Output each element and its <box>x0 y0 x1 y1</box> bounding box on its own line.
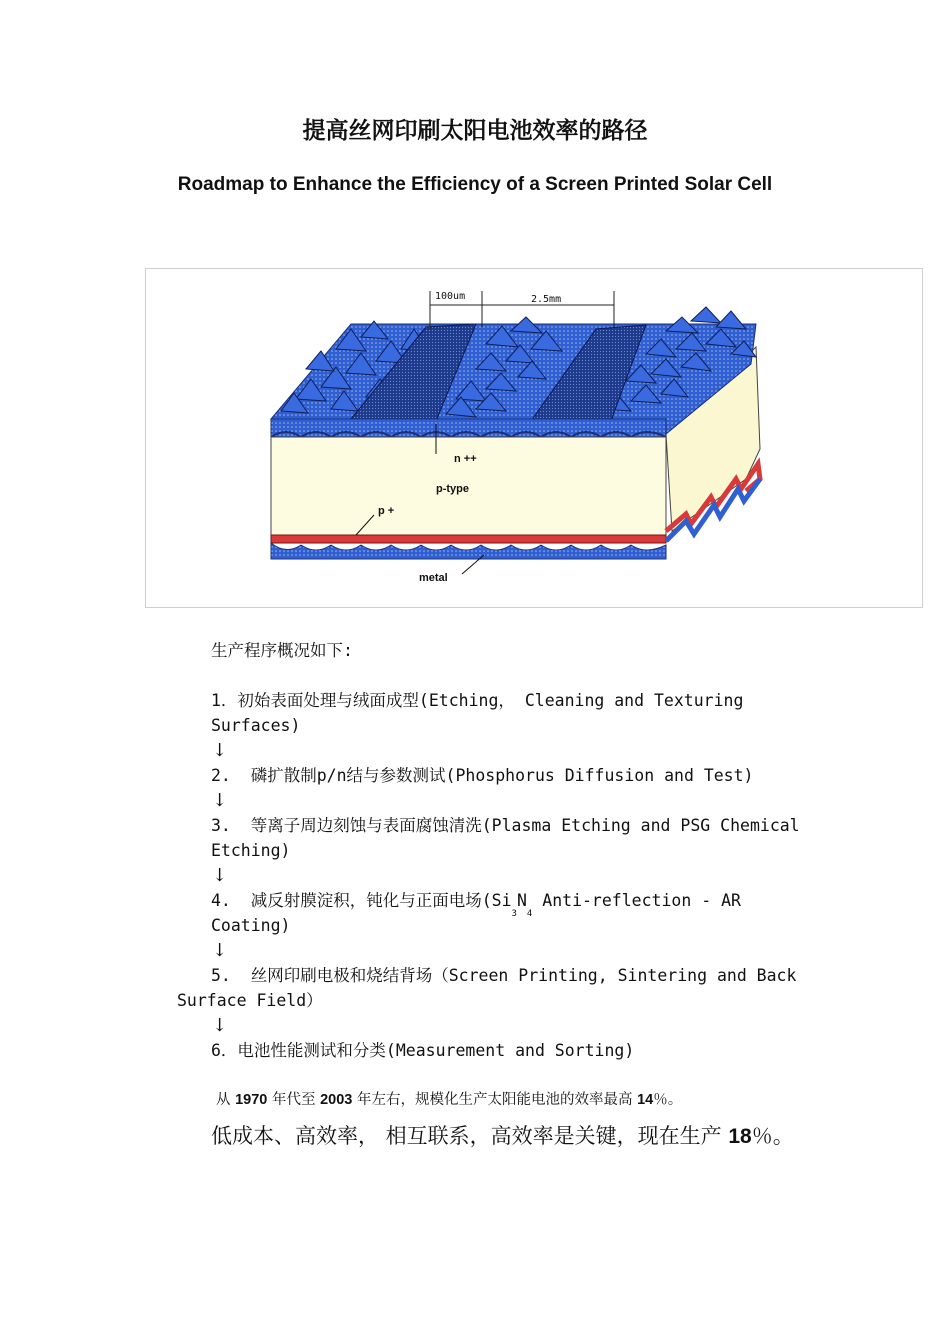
step-3-line2: Etching) <box>211 841 291 860</box>
step-5-line1: 5. 丝网印刷电极和烧结背场（Screen Printing, Sintering and Back <box>211 966 797 985</box>
label-metal: metal <box>419 572 448 584</box>
arrow-down-icon: ↓ <box>212 740 228 761</box>
dim-finger-label: 100um <box>435 291 466 302</box>
step-5-line2: Surface Field） <box>177 991 323 1010</box>
label-n-plus: n ++ <box>454 453 477 465</box>
rear-metal-layer <box>271 543 666 559</box>
summary-text: 低成本、高效率， 相互联系，高效率是关键，现在生产 18％。 <box>211 1124 794 1148</box>
arrow-down-icon: ↓ <box>212 940 228 961</box>
intro-text: 生产程序概况如下: <box>211 641 353 660</box>
arrow-down-icon: ↓ <box>212 865 228 886</box>
step-1-line2: Surfaces) <box>211 716 301 735</box>
arrow-down-icon: ↓ <box>212 1015 228 1036</box>
solar-cell-diagram <box>145 268 923 608</box>
page-title-cn: 提高丝网印刷太阳电池效率的路径 <box>302 118 648 144</box>
step-3-line1: 3. 等离子周边刻蚀与表面腐蚀清洗(Plasma Etching and PSG Chemical <box>211 816 800 835</box>
step-2-line1: 2. 磷扩散制p/n结与参数测试(Phosphorus Diffusion and Test) <box>211 766 754 785</box>
page-title-en: Roadmap to Enhance the Efficiency of a Screen Printed Solar Cell <box>177 174 773 195</box>
step-4-line2: Coating) <box>211 916 291 935</box>
bsf-layer <box>271 535 666 543</box>
arrow-down-icon: ↓ <box>212 790 228 811</box>
step-4-line1: 4. 减反射膜淀积，钝化与正面电场($Si_3N_4$ Anti-reflection - AR <box>211 891 741 919</box>
step-6-line1: 6．电池性能测试和分类(Measurement and Sorting) <box>211 1041 635 1060</box>
label-p-type: p-type <box>436 483 469 495</box>
dim-pitch-label: 2.5mm <box>531 294 562 305</box>
efficiency-note: 从 1970 年代至 2003 年左右，规模化生产太阳能电池的效率最高 14％。 <box>216 1092 683 1108</box>
step-1-line1: 1．初始表面处理与绒面成型(Etching， Cleaning and Texturing <box>211 691 744 710</box>
label-p-plus: p + <box>378 505 395 517</box>
